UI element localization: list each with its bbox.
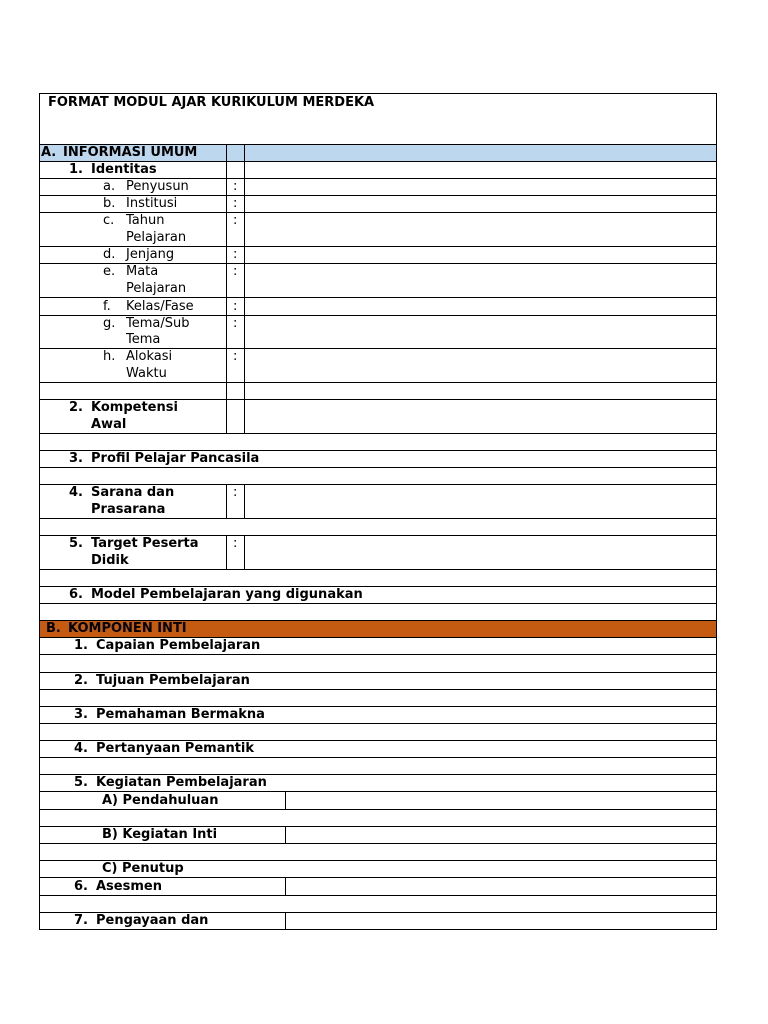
komponen-item-row	[40, 741, 716, 758]
target-label: Target Peserta	[91, 536, 199, 551]
sarana-number: 4.	[69, 485, 83, 500]
colon: :	[233, 196, 238, 211]
spacer-row	[40, 896, 716, 913]
colon: :	[233, 349, 238, 364]
value-field[interactable]	[244, 213, 716, 246]
item-letter: a.	[103, 179, 116, 194]
item-label-line2: Waktu	[126, 366, 167, 381]
item-label: Tema/Sub	[126, 316, 190, 331]
profil-number: 3.	[69, 451, 83, 466]
item-letter: c.	[103, 213, 115, 228]
identitas-item-row	[40, 247, 716, 264]
value-field[interactable]	[285, 792, 716, 809]
item-letter: g.	[103, 316, 116, 331]
module-template-table	[39, 93, 717, 930]
value-field[interactable]	[244, 400, 716, 433]
kompetensi-label-line2: Awal	[91, 417, 127, 432]
value-field[interactable]	[244, 247, 716, 263]
target-number: 5.	[69, 536, 83, 551]
colon: :	[233, 316, 238, 331]
komponen-item-row	[40, 707, 716, 724]
komponen-number: 3.	[74, 707, 88, 722]
identitas-item-row	[40, 349, 716, 383]
item-label: Kelas/Fase	[126, 299, 194, 314]
colon: :	[233, 213, 238, 228]
komponen-item-row	[40, 775, 716, 792]
item-letter: h.	[103, 349, 116, 364]
section-a-label: A.	[41, 145, 57, 160]
colon: :	[233, 485, 238, 500]
pengayaan-title: Pengayaan dan	[96, 913, 209, 928]
model-number: 6.	[69, 587, 83, 602]
section-a-title: INFORMASI UMUM	[63, 145, 198, 160]
profil-title: Profil Pelajar Pancasila	[91, 451, 260, 466]
colon: :	[233, 247, 238, 262]
spacer-row	[40, 758, 716, 775]
item-letter: f.	[103, 299, 111, 314]
item-label: Alokasi	[126, 349, 173, 364]
value-field[interactable]	[244, 179, 716, 195]
item-label-line2: Pelajaran	[126, 230, 187, 245]
identitas-item-row	[40, 316, 716, 349]
komponen-number: 1.	[74, 638, 88, 653]
komponen-title: Tujuan Pembelajaran	[96, 673, 250, 688]
spacer-row	[40, 690, 716, 707]
spacer-row	[40, 468, 716, 485]
spacer-row	[40, 724, 716, 741]
sarana-label-line2: Prasarana	[91, 502, 166, 517]
item-label: Institusi	[126, 196, 178, 211]
pendahuluan-row	[40, 792, 716, 810]
asesmen-number: 6.	[74, 879, 88, 894]
item-label: Tahun	[126, 213, 165, 228]
identitas-title: Identitas	[91, 162, 157, 177]
identitas-item-row	[40, 179, 716, 196]
identitas-item-row	[40, 264, 716, 298]
kompetensi-label: Kompetensi	[91, 400, 178, 415]
profil-pelajar-row	[40, 451, 716, 468]
komponen-title: Capaian Pembelajaran	[96, 638, 261, 653]
colon: :	[233, 299, 238, 314]
section-b-title: KOMPONEN INTI	[68, 621, 187, 636]
target-label-line2: Didik	[91, 553, 129, 568]
penutup-row	[40, 861, 716, 878]
value-field[interactable]	[244, 316, 716, 348]
item-label: Mata	[126, 264, 159, 279]
spacer-row	[40, 519, 716, 536]
value-field[interactable]	[244, 196, 716, 212]
komponen-number: 2.	[74, 673, 88, 688]
identitas-item-row	[40, 298, 716, 316]
asesmen-title: Asesmen	[96, 879, 162, 894]
item-label-line2: Pelajaran	[126, 281, 187, 296]
komponen-title: Pemahaman Bermakna	[96, 707, 265, 722]
penutup-label: C) Penutup	[102, 861, 184, 876]
section-b-header	[40, 621, 716, 638]
spacer-row	[40, 604, 716, 621]
spacer-row	[40, 570, 716, 587]
value-field[interactable]	[244, 349, 716, 382]
spacer-row	[40, 655, 716, 673]
item-label: Penyusun	[126, 179, 189, 194]
spacer-row	[40, 434, 716, 451]
model-title: Model Pembelajaran yang digunakan	[91, 587, 363, 602]
section-b-label: B.	[46, 621, 61, 636]
pendahuluan-label: A) Pendahuluan	[102, 793, 219, 808]
target-peserta-row	[40, 536, 716, 570]
sarana-label: Sarana dan	[91, 485, 175, 500]
komponen-number: 5.	[74, 775, 88, 790]
item-label: Jenjang	[126, 247, 175, 262]
kegiatan-inti-row	[40, 827, 716, 844]
item-letter: d.	[103, 247, 116, 262]
sarana-row	[40, 485, 716, 519]
identitas-item-row	[40, 213, 716, 247]
komponen-item-row	[40, 673, 716, 690]
spacer-row	[40, 844, 716, 861]
value-field[interactable]	[244, 298, 716, 315]
document-title: FORMAT MODUL AJAR KURIKULUM MERDEKA	[48, 95, 375, 110]
identitas-item-row	[40, 196, 716, 213]
komponen-title: Pertanyaan Pemantik	[96, 741, 255, 756]
komponen-title: Kegiatan Pembelajaran	[96, 775, 267, 790]
spacer-row	[40, 810, 716, 827]
value-field[interactable]	[244, 264, 716, 297]
colon: :	[233, 536, 238, 551]
value-field[interactable]	[285, 913, 716, 929]
model-pembelajaran-row	[40, 587, 716, 604]
kegiatan-inti-label: B) Kegiatan Inti	[102, 827, 218, 842]
colon: :	[233, 264, 238, 279]
value-field[interactable]	[244, 536, 716, 569]
item-letter: b.	[103, 196, 116, 211]
title-row	[40, 94, 716, 145]
pengayaan-row	[40, 913, 716, 929]
item-letter: e.	[103, 264, 116, 279]
spacer-row	[40, 383, 716, 400]
kompetensi-number: 2.	[69, 400, 83, 415]
value-field[interactable]	[285, 827, 716, 843]
item-label-line2: Tema	[126, 332, 161, 347]
section-a-header	[40, 145, 716, 162]
pengayaan-number: 7.	[74, 913, 88, 928]
value-field[interactable]	[244, 485, 716, 518]
komponen-number: 4.	[74, 741, 88, 756]
asesmen-row	[40, 878, 716, 896]
value-field[interactable]	[285, 878, 716, 895]
identitas-number: 1.	[69, 162, 83, 177]
colon: :	[233, 179, 238, 194]
identitas-heading-row	[40, 162, 716, 179]
komponen-item-row	[40, 638, 716, 655]
kompetensi-awal-row	[40, 400, 716, 434]
